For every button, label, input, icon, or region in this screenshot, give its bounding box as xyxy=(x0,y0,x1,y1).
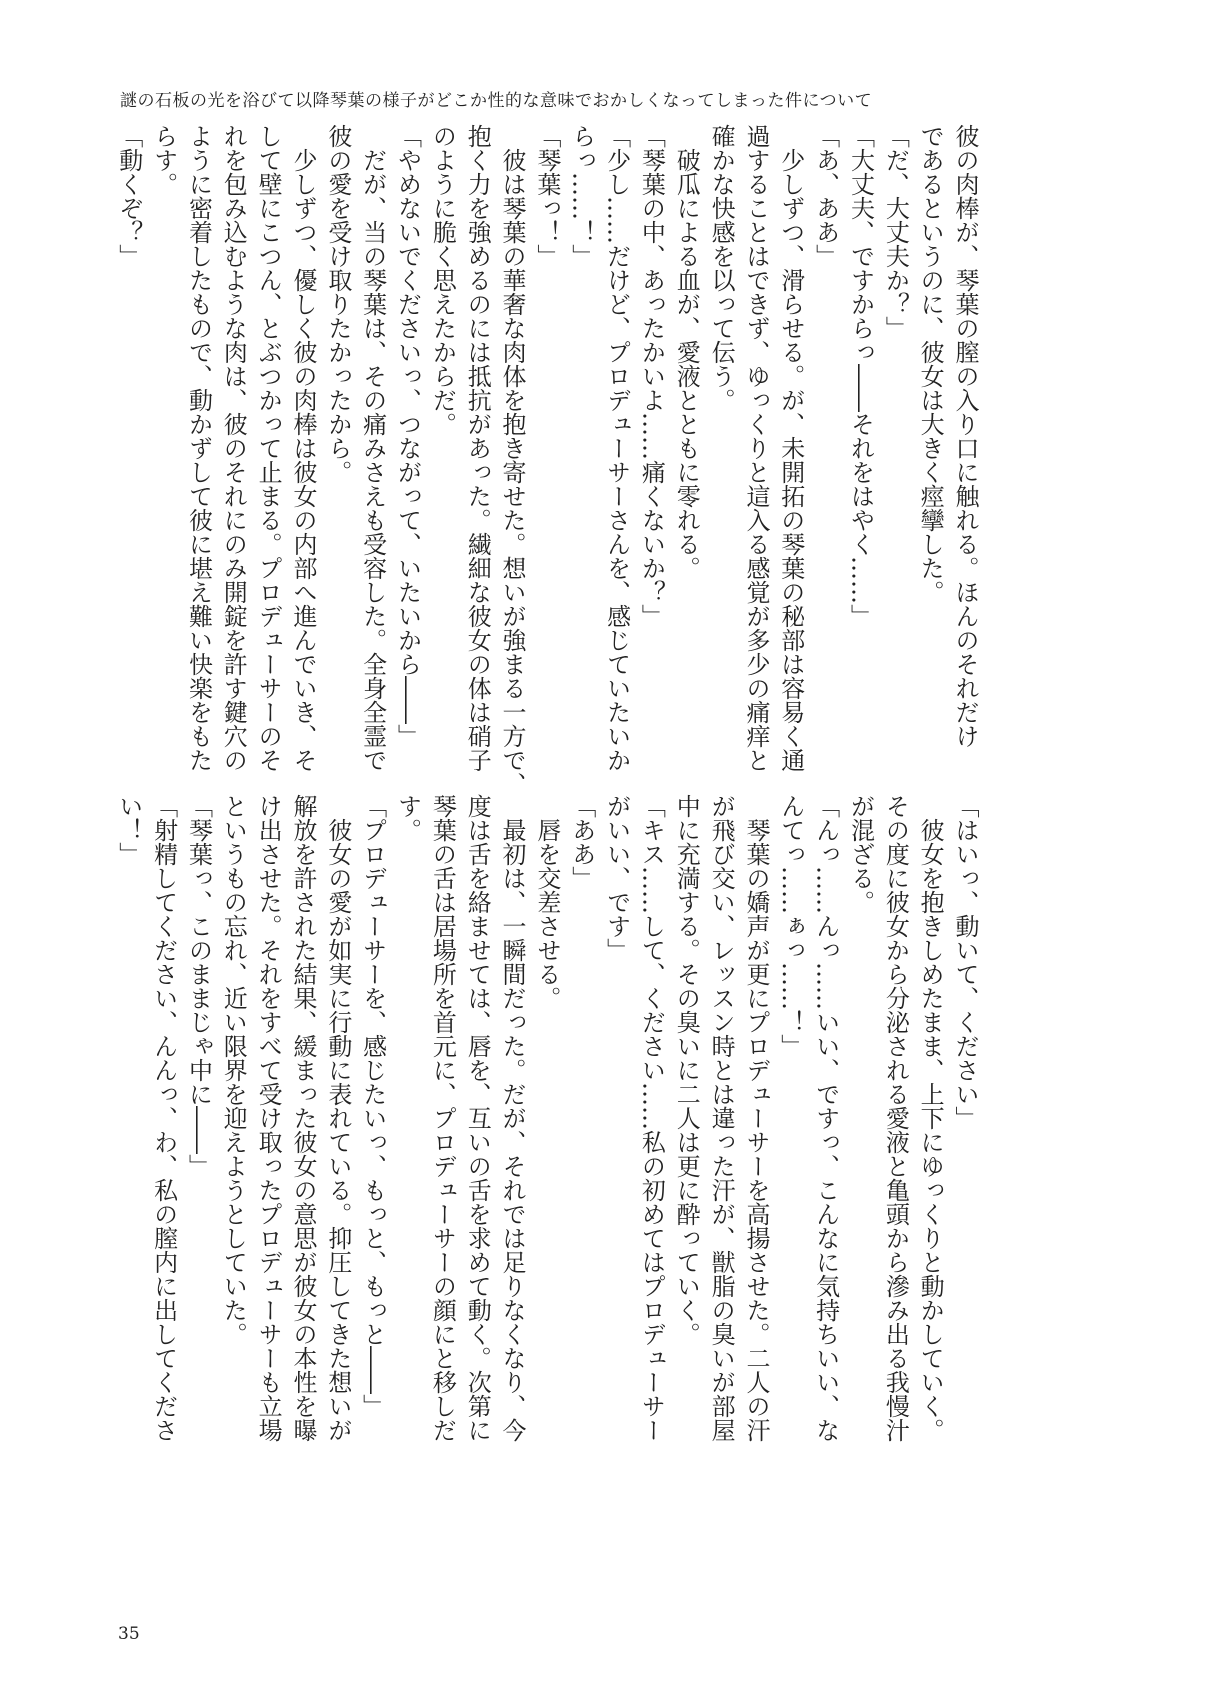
text-line: んてっ……ぁっ……！」 xyxy=(776,794,805,1058)
text-line: 「ああ」 xyxy=(567,794,596,890)
text-line: 「んっ……んっ……いい、ですっ、こんなに気持ちいい、な xyxy=(811,794,840,1442)
text-line: その度に彼女から分泌される愛液と亀頭から滲み出る我慢汁 xyxy=(881,794,910,1442)
text-line: ように密着したもので、動かずして彼に堪え難い快楽をもた xyxy=(184,124,213,772)
running-title: 謎の石板の光を浴びて以降琴葉の様子がどこか性的な意味でおかしくなってしまった件について xyxy=(120,91,873,111)
text-line: というもの忘れ、近い限界を迎えようとしていた。 xyxy=(219,794,248,1346)
text-line: 中に充満する。その臭いに二人は更に酔っていく。 xyxy=(672,794,701,1346)
text-line: 「射精してください、んんっ、わ、私の膣内に出してくださ xyxy=(149,794,178,1442)
text-line: 唇を交差させる。 xyxy=(532,794,561,1010)
text-line: がいい、です」 xyxy=(602,794,631,962)
text-line: 彼は琴葉の華奢な肉体を抱き寄せた。想いが強まる一方で、 xyxy=(498,124,527,796)
text-line: して壁にこつん、とぶつかって止まる。プロデューサーのそ xyxy=(254,124,283,772)
text-line: 抱く力を強めるのには抵抗があった。繊細な彼女の体は硝子 xyxy=(463,124,492,772)
text-line: 「キス……して、ください……私の初めてはプロデューサー xyxy=(637,794,666,1442)
text-line: らす。 xyxy=(149,124,178,196)
text-line: 琴葉の嬌声が更にプロデューサーを高揚させた。二人の汗 xyxy=(741,794,770,1442)
text-line: い！」 xyxy=(114,794,143,866)
text-line: だが、当の琴葉は、その痛みさえも受容した。全身全霊で xyxy=(358,124,387,772)
text-line: 「あ、ああ」 xyxy=(811,124,840,268)
text-line: が飛び交い、レッスン時とは違った汗が、獣脂の臭いが部屋 xyxy=(707,794,736,1442)
text-line: のように脆く思えたからだ。 xyxy=(428,124,457,436)
text-line: 彼の愛を受け取りたかったから。 xyxy=(323,124,352,484)
text-block-bottom xyxy=(110,794,982,1442)
text-line: 「少し……だけど、プロデューサーさんを、感じていたいか xyxy=(602,124,631,772)
text-line: 度は舌を絡ませては、唇を、互いの舌を求めて動く。次第に xyxy=(463,794,492,1442)
text-line: 少しずつ、滑らせる。が、未開拓の琴葉の秘部は容易く通 xyxy=(776,124,805,772)
text-line: であるというのに、彼女は大きく痙攣した。 xyxy=(916,124,945,604)
text-line: 彼の肉棒が、琴葉の膣の入り口に触れる。ほんのそれだけ xyxy=(951,124,979,748)
text-line: 確かな快感を以って伝う。 xyxy=(707,124,736,412)
text-line: 「やめないでくださいっ、つながって、いたいから――」 xyxy=(393,124,422,748)
text-line: 解放を許された結果、緩まった彼女の意思が彼女の本性を曝 xyxy=(288,794,317,1442)
text-line: す。 xyxy=(393,794,422,842)
text-line: 「琴葉っ！」 xyxy=(532,124,561,268)
text-line: らっ……！」 xyxy=(567,124,596,268)
text-line: 彼女を抱きしめたまま、上下にゆっくりと動かしていく。 xyxy=(916,794,945,1442)
text-line: 「琴葉っ、このままじゃ中に――」 xyxy=(184,794,213,1178)
text-block-top xyxy=(110,124,982,796)
text-line: 「琴葉の中、あったかいよ……痛くないか？」 xyxy=(637,124,666,628)
text-line: 琴葉の舌は居場所を首元に、プロデューサーの顔にと移しだ xyxy=(428,794,457,1442)
text-line: 過することはできず、ゆっくりと這入る感覚が多少の痛痒と xyxy=(741,124,770,772)
text-line: 「大丈夫、ですからっ――それをはやく……」 xyxy=(846,124,875,628)
text-line: 最初は、一瞬間だった。だが、それでは足りなくなり、今 xyxy=(498,794,527,1442)
text-line: 彼女の愛が如実に行動に表れている。抑圧してきた想いが xyxy=(323,794,352,1442)
text-line: け出させた。それをすべて受け取ったプロデューサーも立場 xyxy=(254,794,283,1442)
text-line: 「プロデューサーを、感じたいっ、もっと、もっと――」 xyxy=(358,794,387,1418)
text-line: 破瓜による血が、愛液とともに零れる。 xyxy=(672,124,701,580)
page-number: 35 xyxy=(118,1624,140,1644)
text-line: 「はいっ、動いて、ください」 xyxy=(951,794,979,1130)
text-line: が混ざる。 xyxy=(846,794,875,914)
text-line: 「動くぞ？」 xyxy=(114,124,143,268)
text-line: れを包み込むような肉は、彼のそれにのみ開錠を許す鍵穴の xyxy=(219,124,248,772)
text-line: 少しずつ、優しく彼の肉棒は彼女の内部へ進んでいき、そ xyxy=(288,124,317,772)
text-line: 「だ、大丈夫か？」 xyxy=(881,124,910,340)
